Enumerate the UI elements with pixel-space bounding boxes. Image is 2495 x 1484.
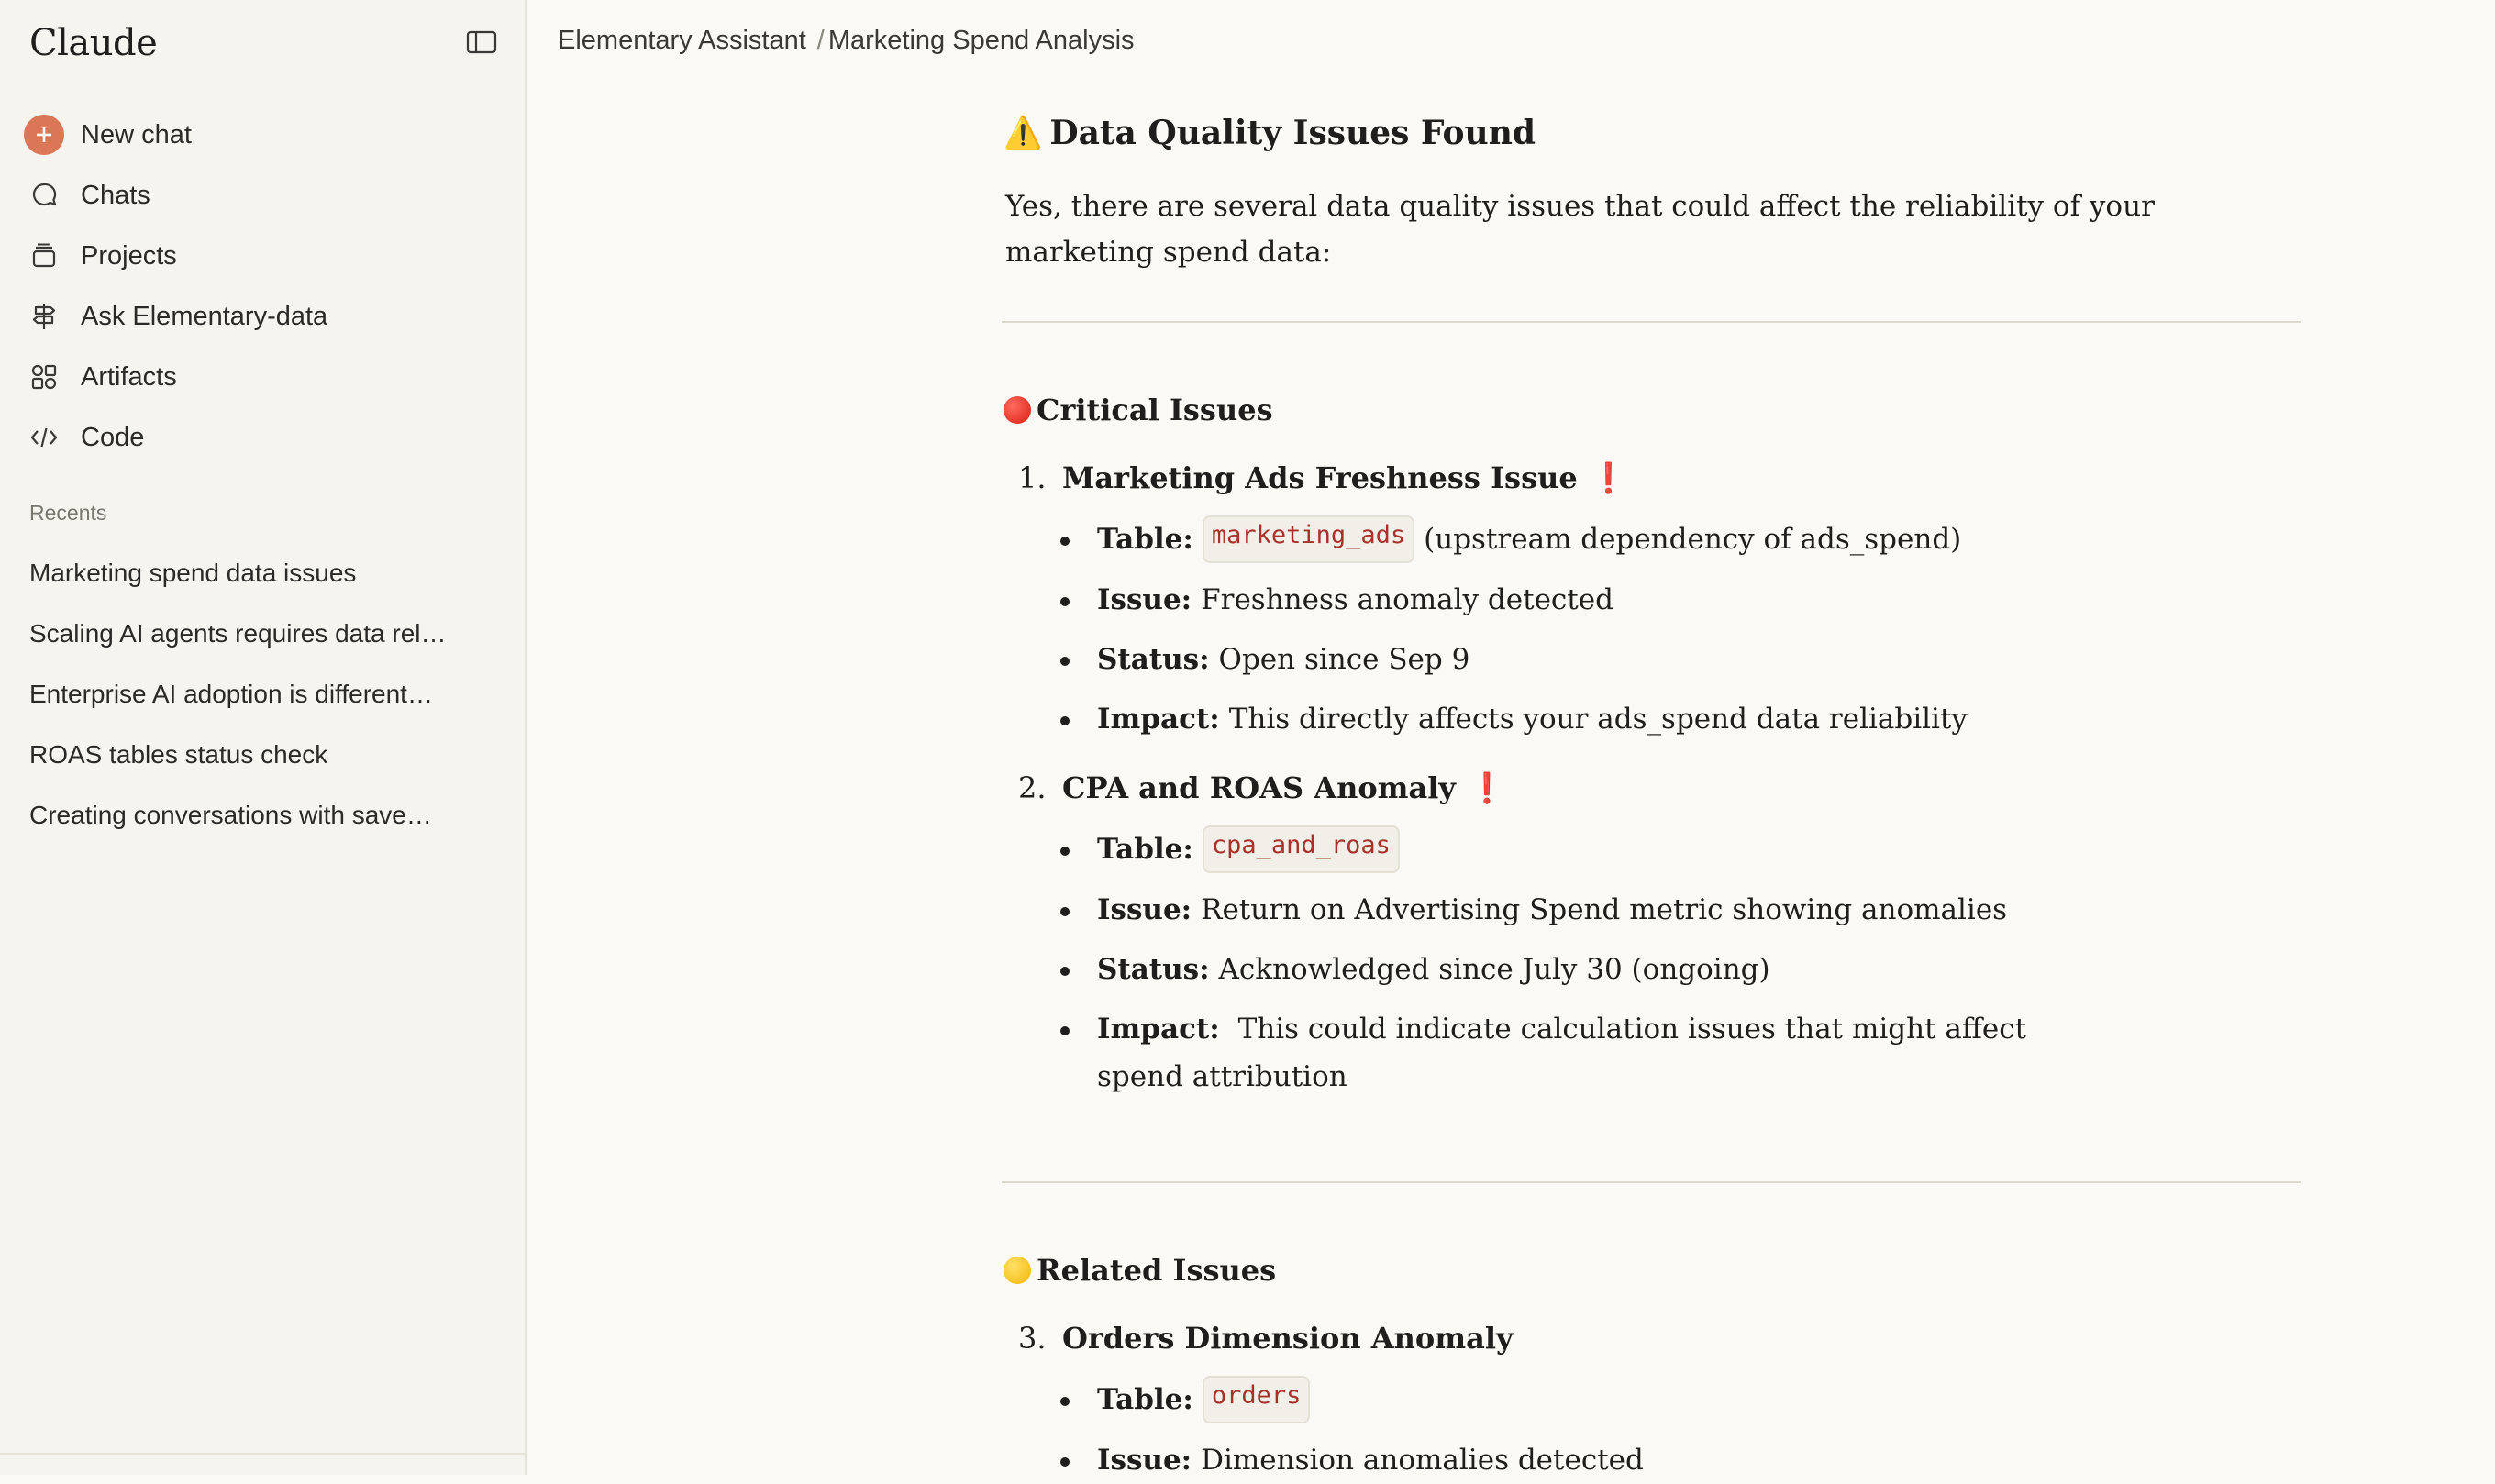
table-note: (upstream dependency of ads_spend) xyxy=(1424,523,1962,556)
field-label: Status: xyxy=(1097,953,1210,986)
page-title[interactable]: Marketing Spend Analysis xyxy=(827,26,1135,55)
breadcrumb xyxy=(558,26,1135,56)
sidebar-footer-divider xyxy=(0,1453,525,1456)
plus-icon xyxy=(22,113,66,157)
issue-detail-impact xyxy=(1097,1005,2234,1101)
issue-detail-table xyxy=(1097,515,2234,563)
divider xyxy=(1002,321,2301,323)
issue-number: 1. xyxy=(1018,460,1047,495)
red-circle-icon xyxy=(1004,396,1031,424)
recents-heading: Recents xyxy=(29,501,107,525)
table-code: orders xyxy=(1203,1376,1311,1423)
field-value: Acknowledged since July 30 (ongoing) xyxy=(1218,953,1770,986)
impact-text xyxy=(1097,1005,2051,1101)
field-label: Issue: xyxy=(1097,1444,1192,1477)
table-code: cpa_and_roas xyxy=(1203,825,1400,873)
sidebar-item-code[interactable] xyxy=(22,407,505,468)
field-label: Impact: xyxy=(1097,1013,1220,1046)
sidebar-item-artifacts[interactable] xyxy=(22,347,505,407)
issue-detail-issue xyxy=(1097,576,2234,624)
nav-label: Ask Elementary-data xyxy=(81,301,328,331)
sidebar-item-chats[interactable] xyxy=(22,165,505,226)
issue-detail-issue xyxy=(1097,1436,2234,1484)
exclamation-icon: ❗ xyxy=(1469,770,1505,805)
field-value: Return on Advertising Spend metric showing anomalies xyxy=(1201,893,2008,926)
table-code: marketing_ads xyxy=(1203,515,1414,563)
issue-detail-table xyxy=(1097,1376,2234,1423)
field-value: This could indicate calculation issues that might affect spend attribution xyxy=(1097,1013,2027,1093)
sidebar-nav xyxy=(22,105,505,468)
issue-title: Orders Dimension Anomaly xyxy=(1062,1321,1514,1356)
intro-paragraph: Yes, there are several data quality issues that could affect the reliability of your marketing spend data: xyxy=(1005,190,2155,269)
nav-label: Code xyxy=(81,422,145,452)
issue-detail-status xyxy=(1097,946,2234,993)
issue-detail-impact xyxy=(1097,695,2234,743)
nav-label: Artifacts xyxy=(81,361,177,392)
sidebar-item-ask-elementary-data[interactable] xyxy=(22,286,505,347)
nav-label: Projects xyxy=(81,240,177,271)
breadcrumb-separator: / xyxy=(816,26,825,55)
recent-chat-item[interactable]: Marketing spend data issues xyxy=(29,559,357,587)
issue-detail-table xyxy=(1097,825,2234,873)
breadcrumb-project[interactable]: Elementary Assistant xyxy=(558,26,806,55)
field-value: Open since Sep 9 xyxy=(1218,643,1470,676)
sidebar-item-projects[interactable] xyxy=(22,226,505,286)
field-label: Impact: xyxy=(1097,703,1220,736)
recent-chat-item[interactable]: Scaling AI agents requires data rel… xyxy=(29,619,447,648)
field-label: Table: xyxy=(1097,833,1193,866)
field-label: Status: xyxy=(1097,643,1210,676)
section-title: Critical Issues xyxy=(1037,393,1273,427)
code-brackets-icon xyxy=(22,415,66,460)
critical-issues-heading xyxy=(1004,393,1273,427)
sidebar-toggle-icon xyxy=(466,29,497,55)
sidebar-toggle-button[interactable] xyxy=(466,29,497,55)
chat-bubble-icon xyxy=(22,173,66,217)
nav-label: Chats xyxy=(81,180,150,210)
sidebar xyxy=(0,0,527,1475)
field-label: Issue: xyxy=(1097,893,1192,926)
issue-item-3 xyxy=(1018,1321,1514,1356)
signpost-icon xyxy=(22,294,66,338)
shapes-icon xyxy=(22,355,66,399)
warning-icon: ⚠️ xyxy=(1004,115,1043,151)
recent-chat-item[interactable]: Creating conversations with save… xyxy=(29,801,432,829)
field-label: Table: xyxy=(1097,1383,1193,1416)
issue-number: 2. xyxy=(1018,770,1047,805)
recents-list xyxy=(29,543,488,846)
recent-chat-item[interactable]: ROAS tables status check xyxy=(29,740,328,769)
issue-item-1 xyxy=(1018,460,1627,495)
issue-number: 3. xyxy=(1018,1321,1047,1356)
response-heading xyxy=(1004,114,1536,152)
issue-detail-issue xyxy=(1097,886,2234,934)
divider xyxy=(1002,1181,2301,1183)
new-chat-button[interactable] xyxy=(22,105,505,165)
recent-chat-item[interactable]: Enterprise AI adoption is different… xyxy=(29,680,433,708)
nav-label: New chat xyxy=(81,119,192,150)
field-label: Table: xyxy=(1097,523,1193,556)
issue-item-2 xyxy=(1018,770,1505,805)
exclamation-icon: ❗ xyxy=(1590,460,1627,495)
field-value: Freshness anomaly detected xyxy=(1201,583,1613,616)
field-value: Dimension anomalies detected xyxy=(1201,1444,1644,1477)
issue-detail-status xyxy=(1097,636,2234,683)
brand-logo[interactable]: Claude xyxy=(29,22,158,64)
yellow-circle-icon xyxy=(1004,1257,1031,1284)
related-issues-heading xyxy=(1004,1253,1276,1288)
heading-text: Data Quality Issues Found xyxy=(1049,114,1536,152)
folder-stack-icon xyxy=(22,234,66,278)
issue-title: CPA and ROAS Anomaly xyxy=(1062,770,1457,805)
issue-title: Marketing Ads Freshness Issue xyxy=(1062,460,1578,495)
field-value: This directly affects your ads_spend data reliability xyxy=(1228,703,1968,736)
field-label: Issue: xyxy=(1097,583,1192,616)
section-title: Related Issues xyxy=(1037,1253,1277,1288)
